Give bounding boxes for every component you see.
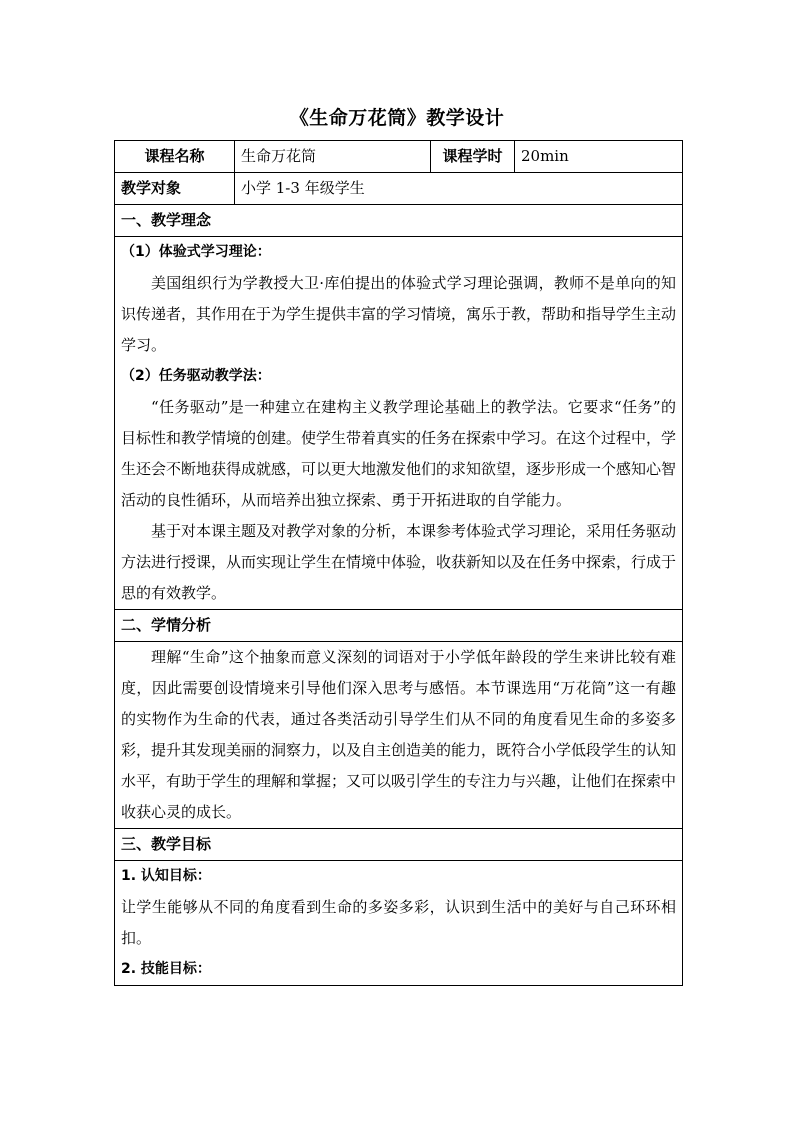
course-info-row — [115, 141, 683, 173]
theory-1-text: 美国组织行为学教授大卫·库伯提出的体验式学习理论强调，教师不是单向的知识传递者，其作用在于为学生提供丰富的学习情境，寓乐于教，帮助和指导学生主动学习。 — [121, 274, 677, 354]
lesson-plan-table — [114, 140, 683, 986]
section-2-heading-row — [115, 610, 683, 642]
course-hours-value: 20min — [515, 141, 683, 173]
theory-1-heading: （1）体验式学习理论： — [121, 244, 271, 260]
audience-value: 小学 1-3 年级学生 — [235, 173, 683, 205]
audience-row — [115, 173, 683, 205]
section-1-content — [115, 237, 683, 610]
learner-analysis-text: 理解“生命”这个抽象而意义深刻的词语对于小学低年龄段的学生来讲比较有难度，因此需要创设情境来引导他们深入思考与感悟。本节课选用“万花筒”这一有趣的实物作为生命的代表，通过各类活动引导学生们从不同的角度看见生命的多姿多彩，提升其发现美丽的洞察力，以及自主创造美的能力，既符合小学低段学生的认知水平，有助于学生的理解和掌握；又可以吸引学生的专注力与兴趣，让他们在探索中收获心灵的成长。 — [121, 648, 677, 821]
theory-summary-text: 基于对本课主题及对教学对象的分析，本课参考体验式学习理论，采用任务驱动方法进行授课，从而实现让学生在情境中体验，收获新知以及在任务中探索，行成于思的有效教学。 — [121, 522, 677, 602]
section-2-heading: 二、学情分析 — [115, 610, 683, 642]
course-name-label: 课程名称 — [115, 141, 235, 173]
goal-1-heading: 1. 认知目标： — [121, 868, 211, 884]
section-2-content-row — [115, 642, 683, 829]
audience-label: 教学对象 — [115, 173, 235, 205]
section-1-heading: 一、教学理念 — [115, 205, 683, 237]
course-name-value: 生命万花筒 — [235, 141, 431, 173]
document-title: 《生命万花筒》教学设计 — [289, 107, 505, 129]
theory-2-heading: （2）任务驱动教学法： — [121, 368, 271, 384]
section-3-heading: 三、教学目标 — [115, 829, 683, 861]
section-2-content — [115, 642, 683, 829]
section-3-heading-row — [115, 829, 683, 861]
section-1-content-row — [115, 237, 683, 610]
course-hours-label: 课程学时 — [431, 141, 515, 173]
section-3-content-row — [115, 861, 683, 986]
section-1-heading-row — [115, 205, 683, 237]
theory-2-text: “任务驱动”是一种建立在建构主义教学理论基础上的教学法。它要求“任务”的目标性和教学情境的创建。使学生带着真实的任务在探索中学习。在这个过程中，学生还会不断地获得成就感，可以更大地激发他们的求知欲望，逐步形成一个感知心智活动的良性循环，从而培养出独立探索、勇于开拓进取的自学能力。 — [121, 398, 677, 509]
goal-2-heading: 2. 技能目标： — [121, 961, 211, 977]
goal-1-text: 让学生能够从不同的角度看到生命的多姿多彩，认识到生活中的美好与自己环环相扣。 — [121, 898, 676, 947]
section-3-content — [115, 861, 683, 986]
